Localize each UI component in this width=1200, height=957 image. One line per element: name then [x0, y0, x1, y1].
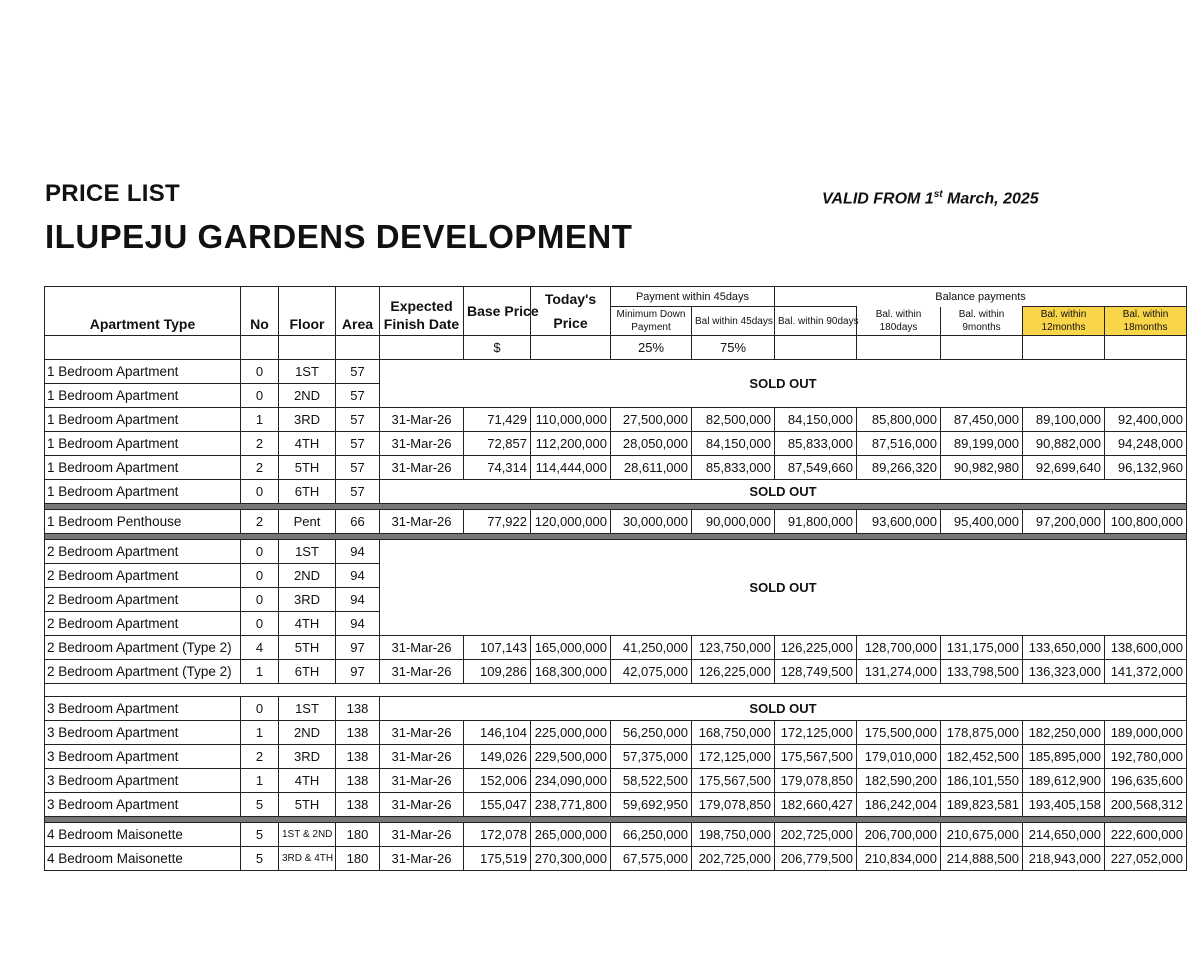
header-blank: [941, 336, 1023, 360]
units-no-cell: 0: [241, 612, 279, 636]
units-no-cell: 0: [241, 588, 279, 612]
units-no-cell: 0: [241, 697, 279, 721]
valid-from-date: VALID FROM 1st March, 2025: [822, 189, 1039, 208]
b12m-cell: 133,650,000: [1023, 636, 1105, 660]
apartment-type-cell: 2 Bedroom Apartment: [45, 588, 241, 612]
units-no-cell: 0: [241, 384, 279, 408]
b180-cell: 85,800,000: [857, 408, 941, 432]
b90-cell: 179,078,850: [775, 769, 857, 793]
b180-cell: 210,834,000: [857, 847, 941, 871]
b9m-cell: 210,675,000: [941, 823, 1023, 847]
floor-cell: 1ST & 2ND: [279, 823, 336, 847]
b45-cell: 175,567,500: [692, 769, 775, 793]
b9m-cell: 178,875,000: [941, 721, 1023, 745]
today-cell: 114,444,000: [531, 456, 611, 480]
apartment-type-cell: 1 Bedroom Apartment: [45, 456, 241, 480]
table-row: [45, 540, 1187, 564]
down-cell: 66,250,000: [611, 823, 692, 847]
apartment-type-cell: 4 Bedroom Maisonette: [45, 847, 241, 871]
development-name: ILUPEJU GARDENS DEVELOPMENT: [45, 218, 633, 255]
apartment-type-cell: 1 Bedroom Penthouse: [45, 510, 241, 534]
today-cell: 225,000,000: [531, 721, 611, 745]
b18m-cell: 138,600,000: [1105, 636, 1187, 660]
down-cell: 67,575,000: [611, 847, 692, 871]
b18m-cell: 222,600,000: [1105, 823, 1187, 847]
area-cell: 180: [336, 823, 380, 847]
header-blank: [775, 336, 857, 360]
table-row: [45, 745, 1187, 769]
units-no-cell: 2: [241, 456, 279, 480]
b45-cell: 202,725,000: [692, 847, 775, 871]
header-bal-within-18m: Bal. within 18months: [1105, 307, 1187, 336]
pct-down-payment: 25%: [611, 336, 692, 360]
today-cell: 168,300,000: [531, 660, 611, 684]
header-expected-finish-date: Expected Finish Date: [380, 287, 464, 336]
today-cell: 270,300,000: [531, 847, 611, 871]
date-cell: 31-Mar-26: [380, 769, 464, 793]
header-bal-within-90: Bal. within 90days: [775, 307, 857, 336]
base-cell: 152,006: [464, 769, 531, 793]
b9m-cell: 95,400,000: [941, 510, 1023, 534]
today-cell: 238,771,800: [531, 793, 611, 817]
floor-cell: 4TH: [279, 612, 336, 636]
units-no-cell: 1: [241, 408, 279, 432]
units-no-cell: 1: [241, 660, 279, 684]
today-cell: 234,090,000: [531, 769, 611, 793]
units-no-cell: 0: [241, 480, 279, 504]
group-separator: [45, 684, 1187, 697]
sold-out-label: SOLD OUT: [380, 540, 1187, 636]
date-cell: 31-Mar-26: [380, 660, 464, 684]
area-cell: 57: [336, 480, 380, 504]
table-row: [45, 793, 1187, 817]
b18m-cell: 200,568,312: [1105, 793, 1187, 817]
header-blank: [531, 336, 611, 360]
b45-cell: 90,000,000: [692, 510, 775, 534]
apartment-type-cell: 3 Bedroom Apartment: [45, 745, 241, 769]
floor-cell: 5TH: [279, 636, 336, 660]
area-cell: 138: [336, 769, 380, 793]
b9m-cell: 89,199,000: [941, 432, 1023, 456]
area-cell: 66: [336, 510, 380, 534]
b9m-cell: 186,101,550: [941, 769, 1023, 793]
today-cell: 165,000,000: [531, 636, 611, 660]
today-cell: 112,200,000: [531, 432, 611, 456]
b9m-cell: 133,798,500: [941, 660, 1023, 684]
base-cell: 77,922: [464, 510, 531, 534]
b90-cell: 85,833,000: [775, 432, 857, 456]
units-no-cell: 1: [241, 721, 279, 745]
base-cell: 109,286: [464, 660, 531, 684]
area-cell: 138: [336, 793, 380, 817]
area-cell: 94: [336, 588, 380, 612]
base-cell: 155,047: [464, 793, 531, 817]
table-row: [45, 847, 1187, 871]
b18m-cell: 92,400,000: [1105, 408, 1187, 432]
date-cell: 31-Mar-26: [380, 408, 464, 432]
b18m-cell: 96,132,960: [1105, 456, 1187, 480]
header-bal-within-9m: Bal. within 9months: [941, 307, 1023, 336]
header-no: No: [241, 287, 279, 336]
b45-cell: 168,750,000: [692, 721, 775, 745]
units-no-cell: 2: [241, 432, 279, 456]
b18m-cell: 189,000,000: [1105, 721, 1187, 745]
apartment-type-cell: 1 Bedroom Apartment: [45, 432, 241, 456]
header-blank: [241, 336, 279, 360]
units-no-cell: 2: [241, 745, 279, 769]
base-cell: 107,143: [464, 636, 531, 660]
floor-cell: Pent: [279, 510, 336, 534]
table-row: [45, 721, 1187, 745]
b45-cell: 85,833,000: [692, 456, 775, 480]
price-table: [44, 286, 1187, 871]
b180-cell: 87,516,000: [857, 432, 941, 456]
b90-cell: 206,779,500: [775, 847, 857, 871]
header-blank: [1023, 336, 1105, 360]
base-cell: 146,104: [464, 721, 531, 745]
b9m-cell: 131,175,000: [941, 636, 1023, 660]
header-apartment-type: Apartment Type: [45, 287, 241, 336]
today-cell: 265,000,000: [531, 823, 611, 847]
down-cell: 59,692,950: [611, 793, 692, 817]
b45-cell: 172,125,000: [692, 745, 775, 769]
b90-cell: 202,725,000: [775, 823, 857, 847]
b18m-cell: 94,248,000: [1105, 432, 1187, 456]
area-cell: 94: [336, 612, 380, 636]
header-blank: [279, 336, 336, 360]
b45-cell: 123,750,000: [692, 636, 775, 660]
area-cell: 57: [336, 432, 380, 456]
header-bal-within-12m: Bal. within 12months: [1023, 307, 1105, 336]
table-row: [45, 823, 1187, 847]
area-cell: 57: [336, 408, 380, 432]
table-row: [45, 408, 1187, 432]
units-no-cell: 0: [241, 540, 279, 564]
b9m-cell: 87,450,000: [941, 408, 1023, 432]
b180-cell: 182,590,200: [857, 769, 941, 793]
units-no-cell: 1: [241, 769, 279, 793]
b12m-cell: 89,100,000: [1023, 408, 1105, 432]
b90-cell: 84,150,000: [775, 408, 857, 432]
header-balance-group: Balance payments: [775, 287, 1187, 307]
apartment-type-cell: 3 Bedroom Apartment: [45, 769, 241, 793]
b45-cell: 198,750,000: [692, 823, 775, 847]
base-cell: 149,026: [464, 745, 531, 769]
b180-cell: 93,600,000: [857, 510, 941, 534]
apartment-type-cell: 1 Bedroom Apartment: [45, 408, 241, 432]
currency-symbol: $: [464, 336, 531, 360]
b180-cell: 89,266,320: [857, 456, 941, 480]
apartment-type-cell: 3 Bedroom Apartment: [45, 697, 241, 721]
b12m-cell: 136,323,000: [1023, 660, 1105, 684]
area-cell: 138: [336, 745, 380, 769]
date-cell: 31-Mar-26: [380, 745, 464, 769]
floor-cell: 3RD: [279, 408, 336, 432]
table-row: [45, 769, 1187, 793]
apartment-type-cell: 1 Bedroom Apartment: [45, 360, 241, 384]
base-cell: 74,314: [464, 456, 531, 480]
table-row: [45, 456, 1187, 480]
units-no-cell: 5: [241, 793, 279, 817]
floor-cell: 6TH: [279, 480, 336, 504]
units-no-cell: 0: [241, 564, 279, 588]
floor-cell: 1ST: [279, 360, 336, 384]
floor-cell: 2ND: [279, 564, 336, 588]
b18m-cell: 227,052,000: [1105, 847, 1187, 871]
area-cell: 97: [336, 636, 380, 660]
table-row: [45, 636, 1187, 660]
units-no-cell: 2: [241, 510, 279, 534]
header-blank: [857, 336, 941, 360]
date-cell: 31-Mar-26: [380, 823, 464, 847]
b180-cell: 179,010,000: [857, 745, 941, 769]
apartment-type-cell: 3 Bedroom Apartment: [45, 721, 241, 745]
b45-cell: 82,500,000: [692, 408, 775, 432]
sold-out-label: SOLD OUT: [380, 697, 1187, 721]
date-cell: 31-Mar-26: [380, 636, 464, 660]
units-no-cell: 5: [241, 847, 279, 871]
date-cell: 31-Mar-26: [380, 510, 464, 534]
today-cell: 229,500,000: [531, 745, 611, 769]
down-cell: 41,250,000: [611, 636, 692, 660]
b12m-cell: 189,612,900: [1023, 769, 1105, 793]
b9m-cell: 189,823,581: [941, 793, 1023, 817]
date-cell: 31-Mar-26: [380, 793, 464, 817]
b90-cell: 182,660,427: [775, 793, 857, 817]
b12m-cell: 214,650,000: [1023, 823, 1105, 847]
b180-cell: 175,500,000: [857, 721, 941, 745]
units-no-cell: 4: [241, 636, 279, 660]
area-cell: 57: [336, 360, 380, 384]
b12m-cell: 185,895,000: [1023, 745, 1105, 769]
b90-cell: 126,225,000: [775, 636, 857, 660]
table-row: [45, 660, 1187, 684]
header-area: Area: [336, 287, 380, 336]
apartment-type-cell: 1 Bedroom Apartment: [45, 480, 241, 504]
apartment-type-cell: 2 Bedroom Apartment: [45, 564, 241, 588]
b9m-cell: 90,982,980: [941, 456, 1023, 480]
today-cell: 110,000,000: [531, 408, 611, 432]
b12m-cell: 92,699,640: [1023, 456, 1105, 480]
down-cell: 57,375,000: [611, 745, 692, 769]
b90-cell: 172,125,000: [775, 721, 857, 745]
down-cell: 27,500,000: [611, 408, 692, 432]
down-cell: 30,000,000: [611, 510, 692, 534]
header-base-price: Base Price: [464, 287, 531, 336]
b12m-cell: 182,250,000: [1023, 721, 1105, 745]
apartment-type-cell: 2 Bedroom Apartment (Type 2): [45, 636, 241, 660]
b180-cell: 206,700,000: [857, 823, 941, 847]
base-cell: 172,078: [464, 823, 531, 847]
b90-cell: 175,567,500: [775, 745, 857, 769]
today-cell: 120,000,000: [531, 510, 611, 534]
b12m-cell: 193,405,158: [1023, 793, 1105, 817]
table-row: [45, 360, 1187, 384]
down-cell: 58,522,500: [611, 769, 692, 793]
header-bal-within-45: Bal within 45days: [692, 307, 775, 336]
b90-cell: 128,749,500: [775, 660, 857, 684]
header-blank: [45, 336, 241, 360]
b9m-cell: 214,888,500: [941, 847, 1023, 871]
b18m-cell: 192,780,000: [1105, 745, 1187, 769]
date-cell: 31-Mar-26: [380, 721, 464, 745]
down-cell: 56,250,000: [611, 721, 692, 745]
table-row: [45, 432, 1187, 456]
floor-cell: 2ND: [279, 721, 336, 745]
b12m-cell: 218,943,000: [1023, 847, 1105, 871]
b9m-cell: 182,452,500: [941, 745, 1023, 769]
floor-cell: 6TH: [279, 660, 336, 684]
apartment-type-cell: 3 Bedroom Apartment: [45, 793, 241, 817]
header-todays-price: Today's Price: [531, 287, 611, 336]
down-cell: 42,075,000: [611, 660, 692, 684]
date-cell: 31-Mar-26: [380, 456, 464, 480]
b12m-cell: 97,200,000: [1023, 510, 1105, 534]
base-cell: 175,519: [464, 847, 531, 871]
area-cell: 138: [336, 721, 380, 745]
b180-cell: 131,274,000: [857, 660, 941, 684]
apartment-type-cell: 2 Bedroom Apartment: [45, 612, 241, 636]
b18m-cell: 196,635,600: [1105, 769, 1187, 793]
table-row: [45, 697, 1187, 721]
apartment-type-cell: 1 Bedroom Apartment: [45, 384, 241, 408]
b90-cell: 87,549,660: [775, 456, 857, 480]
base-cell: 72,857: [464, 432, 531, 456]
base-cell: 71,429: [464, 408, 531, 432]
header-blank: [336, 336, 380, 360]
floor-cell: 3RD & 4TH: [279, 847, 336, 871]
units-no-cell: 0: [241, 360, 279, 384]
header-min-down-payment: Minimum Down Payment: [611, 307, 692, 336]
b45-cell: 84,150,000: [692, 432, 775, 456]
area-cell: 180: [336, 847, 380, 871]
b180-cell: 128,700,000: [857, 636, 941, 660]
b180-cell: 186,242,004: [857, 793, 941, 817]
floor-cell: 3RD: [279, 745, 336, 769]
area-cell: 138: [336, 697, 380, 721]
header-floor: Floor: [279, 287, 336, 336]
floor-cell: 3RD: [279, 588, 336, 612]
b18m-cell: 100,800,000: [1105, 510, 1187, 534]
down-cell: 28,611,000: [611, 456, 692, 480]
floor-cell: 4TH: [279, 432, 336, 456]
floor-cell: 1ST: [279, 540, 336, 564]
apartment-type-cell: 2 Bedroom Apartment (Type 2): [45, 660, 241, 684]
b12m-cell: 90,882,000: [1023, 432, 1105, 456]
area-cell: 94: [336, 564, 380, 588]
floor-cell: 5TH: [279, 456, 336, 480]
header-payment-group: Payment within 45days: [611, 287, 775, 307]
date-cell: 31-Mar-26: [380, 432, 464, 456]
b90-cell: 91,800,000: [775, 510, 857, 534]
header-blank: [1105, 336, 1187, 360]
floor-cell: 5TH: [279, 793, 336, 817]
floor-cell: 4TH: [279, 769, 336, 793]
apartment-type-cell: 4 Bedroom Maisonette: [45, 823, 241, 847]
area-cell: 97: [336, 660, 380, 684]
document-title: PRICE LIST: [45, 180, 181, 207]
header-blank: [380, 336, 464, 360]
table-row: [45, 510, 1187, 534]
floor-cell: 1ST: [279, 697, 336, 721]
b45-cell: 126,225,000: [692, 660, 775, 684]
header-bal-within-180: Bal. within 180days: [857, 307, 941, 336]
area-cell: 57: [336, 456, 380, 480]
floor-cell: 2ND: [279, 384, 336, 408]
pct-balance: 75%: [692, 336, 775, 360]
apartment-type-cell: 2 Bedroom Apartment: [45, 540, 241, 564]
area-cell: 57: [336, 384, 380, 408]
date-cell: 31-Mar-26: [380, 847, 464, 871]
b45-cell: 179,078,850: [692, 793, 775, 817]
sold-out-label: SOLD OUT: [380, 360, 1187, 408]
b18m-cell: 141,372,000: [1105, 660, 1187, 684]
down-cell: 28,050,000: [611, 432, 692, 456]
units-no-cell: 5: [241, 823, 279, 847]
table-row: [45, 480, 1187, 504]
area-cell: 94: [336, 540, 380, 564]
sold-out-label: SOLD OUT: [380, 480, 1187, 504]
